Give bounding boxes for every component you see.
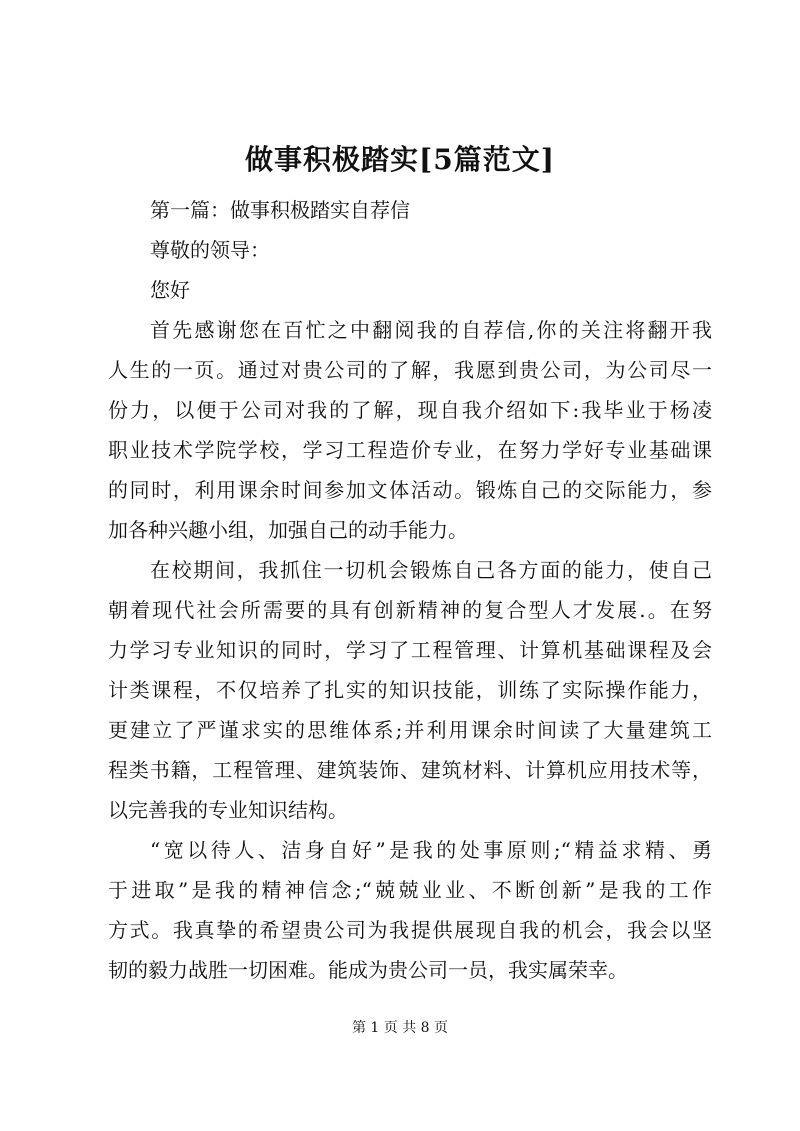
document-body xyxy=(108,190,712,990)
text-line: 第一篇：做事积极踏实自荐信 xyxy=(150,198,410,222)
text-line: 份力，以便于公司对我的了解，现自我介绍如下:我毕业于杨凌 xyxy=(108,398,712,422)
text-line: 尊敬的领导： xyxy=(150,238,270,262)
text-line: “宽以待人、洁身自好”是我的处事原则;“精益求精、勇 xyxy=(150,838,712,862)
text-line: 加各种兴趣小组，加强自己的动手能力。 xyxy=(108,518,468,542)
text-line: 人生的一页。通过对贵公司的了解，我愿到贵公司，为公司尽一 xyxy=(108,358,712,382)
text-line: 职业技术学院学校，学习工程造价专业，在努力学好专业基础课 xyxy=(108,438,712,462)
text-line: 程类书籍，工程管理、建筑装饰、建筑材料、计算机应用技术等， xyxy=(108,758,712,782)
text-line: 计类课程，不仅培养了扎实的知识技能，训练了实际操作能力， xyxy=(108,678,712,702)
text-line: 以完善我的专业知识结构。 xyxy=(108,798,348,822)
document-title: 做事积极踏实[5篇范文] xyxy=(245,143,555,176)
text-line: 您好 xyxy=(150,278,190,302)
text-line: 的同时，利用课余时间参加文体活动。锻炼自己的交际能力，参 xyxy=(108,478,712,502)
text-line: 韧的毅力战胜一切困难。能成为贵公司一员，我实属荣幸。 xyxy=(108,958,628,982)
text-line: 首先感谢您在百忙之中翻阅我的自荐信,你的关注将翻开我 xyxy=(150,318,712,342)
page-footer: 第 1 页 共 8 页 xyxy=(351,1020,449,1036)
text-line: 更建立了严谨求实的思维体系;并利用课余时间读了大量建筑工 xyxy=(108,718,712,742)
text-line: 在校期间，我抓住一切机会锻炼自己各方面的能力，使自己 xyxy=(150,558,712,582)
text-line: 朝着现代社会所需要的具有创新精神的复合型人才发展.。在努 xyxy=(108,598,712,622)
text-line: 力学习专业知识的同时，学习了工程管理、计算机基础课程及会 xyxy=(108,638,712,662)
text-line: 方式。我真挚的希望贵公司为我提供展现自我的机会，我会以坚 xyxy=(108,918,712,942)
text-line: 于进取”是我的精神信念;“兢兢业业、不断创新”是我的工作 xyxy=(108,878,712,902)
